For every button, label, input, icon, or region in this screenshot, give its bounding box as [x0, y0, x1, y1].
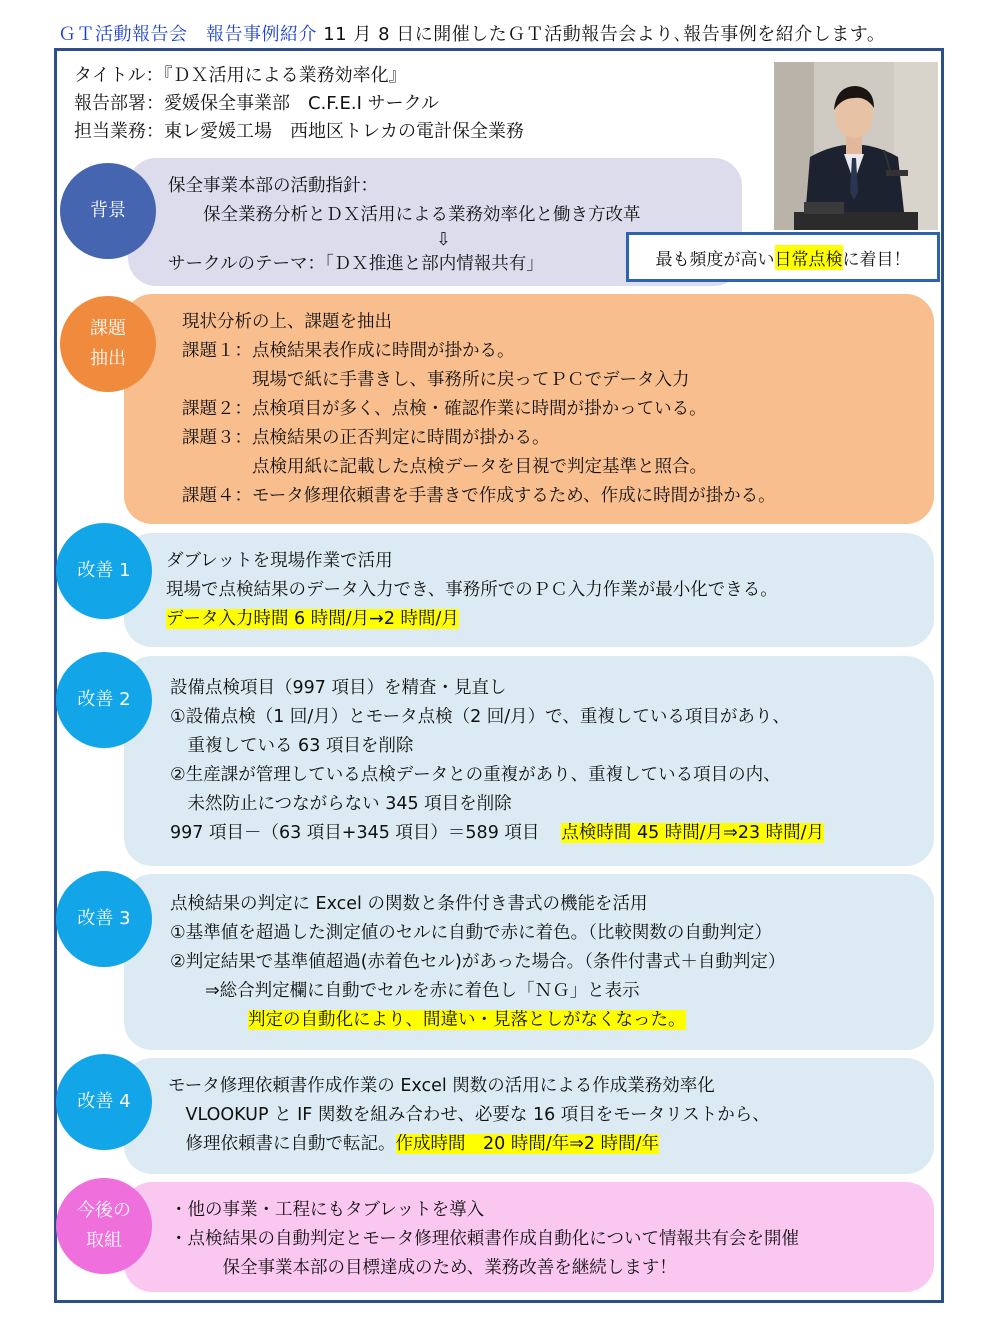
kaizen2-label-circle [56, 652, 152, 748]
kaizen2-calc: 997 項目－（63 項目+345 項目）＝589 項目 [170, 823, 540, 843]
issues-line-4: 課題２：点検項目が多く、点検・確認作業に時間が掛かっている。 [182, 399, 707, 419]
kaizen4-label-circle [56, 1054, 152, 1150]
issues-line-7: 課題４：モータ修理依頼書を手書きで作成するため、作成に時間が掛かる。 [182, 486, 776, 506]
background-line-1: 保全事業本部の活動指針： [168, 176, 378, 196]
callout-highlight: 日常点検 [775, 245, 843, 270]
kaizen1-panel [124, 533, 934, 647]
kaizen2-label: 改善 2 [77, 689, 131, 710]
kaizen2-panel [124, 656, 934, 866]
report-meta [74, 62, 524, 146]
issues-panel [124, 294, 934, 524]
callout-box [626, 232, 940, 282]
presenter-photo [774, 62, 938, 230]
background-label-circle [60, 163, 156, 259]
future-label: 今後の 取組 [77, 1200, 131, 1251]
header-subtitle: 11 月 8 日に開催したＧＴ活動報告会より､報告事例を紹介します。 [323, 24, 886, 45]
kaizen1-line-1: ダブレットを現場作業で活用 [166, 551, 393, 571]
meta-title: タイトル：『ＤＸ活用による業務効率化』 [74, 65, 407, 86]
kaizen2-line-5: 未然防止につながらない 345 項目を削除 [170, 794, 512, 814]
issues-line-1: 現状分析の上、課題を抽出 [182, 312, 392, 332]
kaizen1-highlight: データ入力時間 6 時間/月→2 時間/月 [166, 609, 459, 629]
kaizen4-line-2: VLOOKUP と IF 関数を組み合わせ、必要な 16 項目をモータリストから、 [168, 1105, 770, 1125]
issues-line-5: 課題３：点検結果の正否判定に時間が掛かる。 [182, 428, 550, 448]
kaizen4-panel [124, 1058, 934, 1174]
kaizen3-line-1: 点検結果の判定に Excel の関数と条件付き書式の機能を活用 [170, 894, 648, 914]
kaizen2-line-1: 設備点検項目（997 項目）を精査・見直し [170, 678, 507, 698]
issues-label: 課題 抽出 [90, 318, 126, 369]
callout-after: に着目！ [842, 249, 911, 270]
future-line-3: 保全事業本部の目標達成のため、業務改善を継続します！ [170, 1258, 677, 1278]
meta-duty: 担当業務：東レ愛媛工場 西地区トレカの電計保全業務 [74, 121, 524, 142]
kaizen2-line-4: ②生産課が管理している点検データとの重複があり、重複している項目の内、 [170, 765, 781, 785]
kaizen4-line-1: モータ修理依頼書作成作業の Excel 関数の活用による作成業務効率化 [168, 1076, 715, 1096]
kaizen4-line-3: 修理依頼書に自動で転記。 [168, 1134, 396, 1154]
background-line-4: サークルのテーマ：「ＤＸ推進と部内情報共有」 [168, 254, 544, 274]
kaizen4-label: 改善 4 [77, 1091, 131, 1112]
kaizen3-line-2: ①基準値を超過した測定値のセルに自動で赤に着色。（比較関数の自動判定） [170, 923, 772, 943]
issues-line-6: 点検用紙に記載した点検データを目視で判定基準と照合。 [182, 457, 707, 477]
kaizen4-highlight: 作成時間 20 時間/年⇒2 時間/年 [395, 1134, 659, 1154]
presenter-illustration [774, 62, 938, 230]
page-header [58, 20, 958, 46]
background-arrow: ⇩ [436, 230, 451, 250]
kaizen2-line-3: 重複している 63 項目を削除 [170, 736, 414, 756]
future-line-1: ・他の事業・工程にもタブレットを導入 [170, 1200, 485, 1220]
kaizen3-label-circle [56, 871, 152, 967]
issues-line-3: 現場で紙に手書きし、事務所に戻ってＰＣでデータ入力 [182, 370, 690, 390]
kaizen1-label-circle [56, 523, 152, 619]
issues-line-2: 課題１：点検結果表作成に時間が掛かる。 [182, 341, 515, 361]
callout-before: 最も頻度が高い [655, 249, 775, 270]
background-line-2: 保全業務分析とＤＸ活用による業務効率化と働き方改革 [168, 205, 641, 225]
kaizen2-line-2: ①設備点検（1 回/月）とモータ点検（2 回/月）で、重複している項目があり、 [170, 707, 790, 727]
header-title: ＧＴ活動報告会 報告事例紹介 [58, 24, 317, 45]
kaizen1-line-2: 現場で点検結果のデータ入力でき、事務所でのＰＣ入力作業が最小化できる。 [166, 580, 778, 600]
kaizen3-panel [124, 874, 934, 1050]
kaizen3-label: 改善 3 [77, 908, 131, 929]
issues-label-circle [60, 296, 156, 392]
kaizen1-label: 改善 1 [77, 560, 131, 581]
kaizen3-line-3: ②判定結果で基準値超過(赤着色セル)があった場合。（条件付書式＋自動判定） [170, 952, 786, 972]
background-label: 背景 [90, 200, 126, 221]
future-label-circle [56, 1178, 152, 1274]
kaizen2-highlight: 点検時間 45 時間/月⇒23 時間/月 [561, 823, 825, 843]
kaizen3-highlight: 判定の自動化により、間違い・見落としがなくなった。 [248, 1010, 686, 1030]
future-panel [124, 1182, 934, 1292]
future-line-2: ・点検結果の自動判定とモータ修理依頼書作成自動化について情報共有会を開催 [170, 1229, 799, 1249]
kaizen3-line-4: ⇒総合判定欄に自動でセルを赤に着色し「ＮＧ」と表示 [170, 981, 640, 1001]
meta-dept: 報告部署：愛媛保全事業部 C.F.E.I サークル [74, 93, 440, 114]
